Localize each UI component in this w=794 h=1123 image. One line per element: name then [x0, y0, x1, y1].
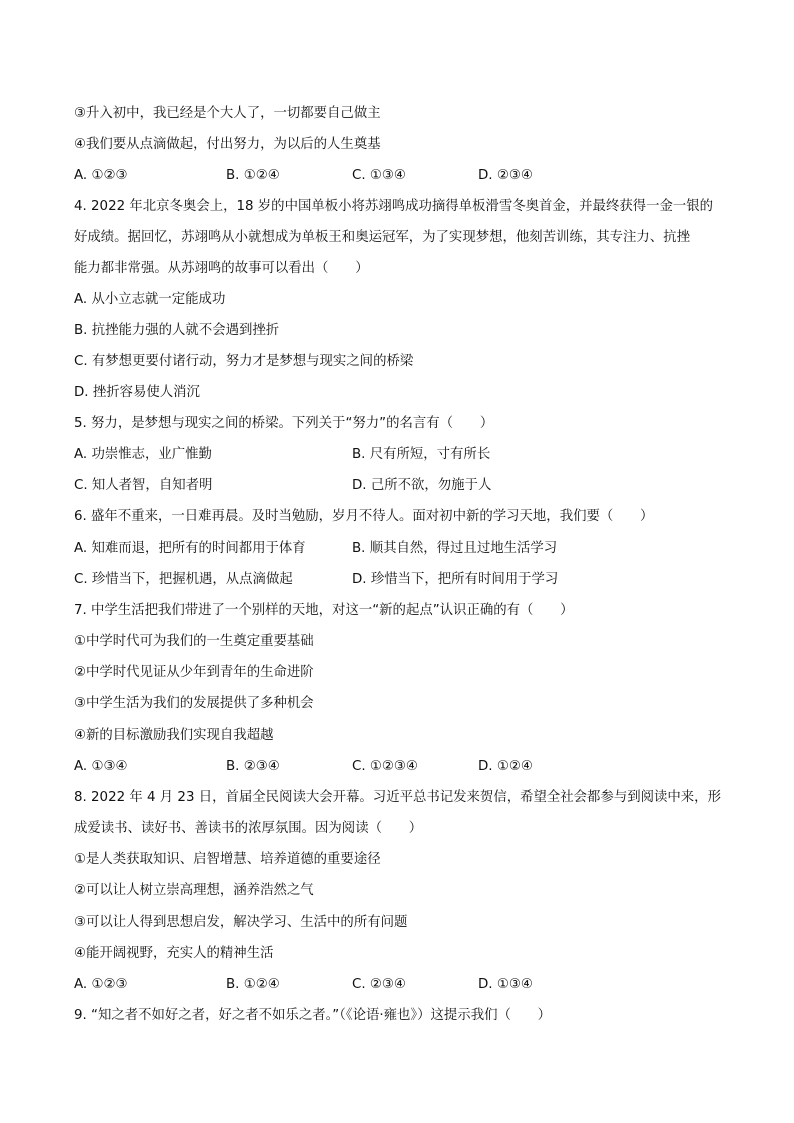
- q5-option-a: A. 功崇惟志，业广惟勤: [74, 447, 212, 462]
- q6-option-c: C. 珍惜当下，把握机遇，从点滴做起: [74, 572, 293, 587]
- q4-stem-line-2: 好成绩。据回忆，苏翊鸣从小就想成为单板王和奥运冠军，为了实现梦想，他刻苦训练，其专注力、抗挫: [74, 230, 690, 245]
- q3-options: [74, 167, 694, 185]
- q7-option-c: C. ①②③④: [352, 759, 418, 774]
- q9-stem: 9. “知之者不如好之者，好之者不如乐之者。”（《论语·雍也》）这提示我们（ ）: [74, 1008, 552, 1023]
- q7-item-2: ②中学时代见证从少年到青年的生命进阶: [74, 665, 314, 680]
- q8-item-4: ④能开阔视野，充实人的精神生活: [74, 946, 274, 961]
- q5-option-b: B. 尺有所短，寸有所长: [352, 447, 491, 462]
- q4-stem-line-3: 能力都非常强。从苏翊鸣的故事可以看出（ ）: [74, 261, 369, 276]
- q3-option-d: D. ②③④: [478, 168, 533, 183]
- q6-stem: 6. 盛年不重来，一日难再晨。及时当勉励，岁月不待人。面对初中新的学习天地，我们要（ ）: [74, 509, 654, 524]
- q5-options-row-1: [74, 446, 694, 464]
- q7-item-4: ④新的目标激励我们实现自我超越: [74, 728, 274, 743]
- q7-option-d: D. ①②④: [478, 759, 533, 774]
- q4-option-c: C. 有梦想更要付诸行动，努力才是梦想与现实之间的桥梁: [74, 354, 414, 369]
- q8-options: [74, 976, 694, 994]
- q3-item-3: ③升入初中，我已经是个大人了，一切都要自己做主: [74, 106, 381, 121]
- q4-option-a: A. 从小立志就一定能成功: [74, 292, 226, 307]
- q7-item-1: ①中学时代可为我们的一生奠定重要基础: [74, 634, 314, 649]
- q3-item-4: ④我们要从点滴做起，付出努力，为以后的人生奠基: [74, 137, 381, 152]
- q7-option-a: A. ①③④: [74, 759, 128, 774]
- q4-option-d: D. 挫折容易使人消沉: [74, 385, 200, 400]
- q7-options: [74, 758, 694, 776]
- q6-option-a: A. 知难而退，把所有的时间都用于体育: [74, 541, 306, 556]
- q8-option-c: C. ②③④: [352, 977, 406, 992]
- q5-option-c: C. 知人者智，自知者明: [74, 478, 213, 493]
- q8-option-d: D. ①③④: [478, 977, 533, 992]
- q8-stem-line-1: 8. 2022 年 4 月 23 日，首届全民阅读大会开幕。习近平总书记发来贺信，希望全社会都参与到阅读中来，形: [74, 790, 721, 805]
- q7-stem: 7. 中学生活把我们带进了一个别样的天地，对这一“新的起点”认识正确的有（ ）: [74, 603, 574, 618]
- q6-option-b: B. 顺其自然，得过且过地生活学习: [352, 541, 558, 556]
- q7-option-b: B. ②③④: [226, 759, 280, 774]
- q8-item-2: ②可以让人树立崇高理想，涵养浩然之气: [74, 883, 314, 898]
- q8-option-a: A. ①②③: [74, 977, 128, 992]
- q3-option-c: C. ①③④: [352, 168, 406, 183]
- q5-stem: 5. 努力，是梦想与现实之间的桥梁。下列关于“努力”的名言有（ ）: [74, 416, 494, 431]
- q6-options-row-2: [74, 571, 694, 589]
- q3-option-b: B. ①②④: [226, 168, 280, 183]
- q8-option-b: B. ①②④: [226, 977, 280, 992]
- q4-option-b: B. 抗挫能力强的人就不会遇到挫折: [74, 323, 280, 338]
- q8-stem-line-2: 成爱读书、读好书、善读书的浓厚氛围。因为阅读（ ）: [74, 821, 423, 836]
- q6-options-row-1: [74, 540, 694, 558]
- q5-options-row-2: [74, 477, 694, 495]
- q5-option-d: D. 己所不欲，勿施于人: [352, 478, 492, 493]
- q8-item-3: ③可以让人得到思想启发，解决学习、生活中的所有问题: [74, 915, 408, 930]
- q3-option-a: A. ①②③: [74, 168, 128, 183]
- q4-stem-line-1: 4. 2022 年北京冬奥会上，18 岁的中国单板小将苏翊鸣成功摘得单板滑雪冬奥首金，并最终获得一金一银的: [74, 199, 714, 214]
- q7-item-3: ③中学生活为我们的发展提供了多种机会: [74, 696, 314, 711]
- q8-item-1: ①是人类获取知识、启智增慧、培养道德的重要途径: [74, 852, 381, 867]
- q6-option-d: D. 珍惜当下，把所有时间用于学习: [352, 572, 559, 587]
